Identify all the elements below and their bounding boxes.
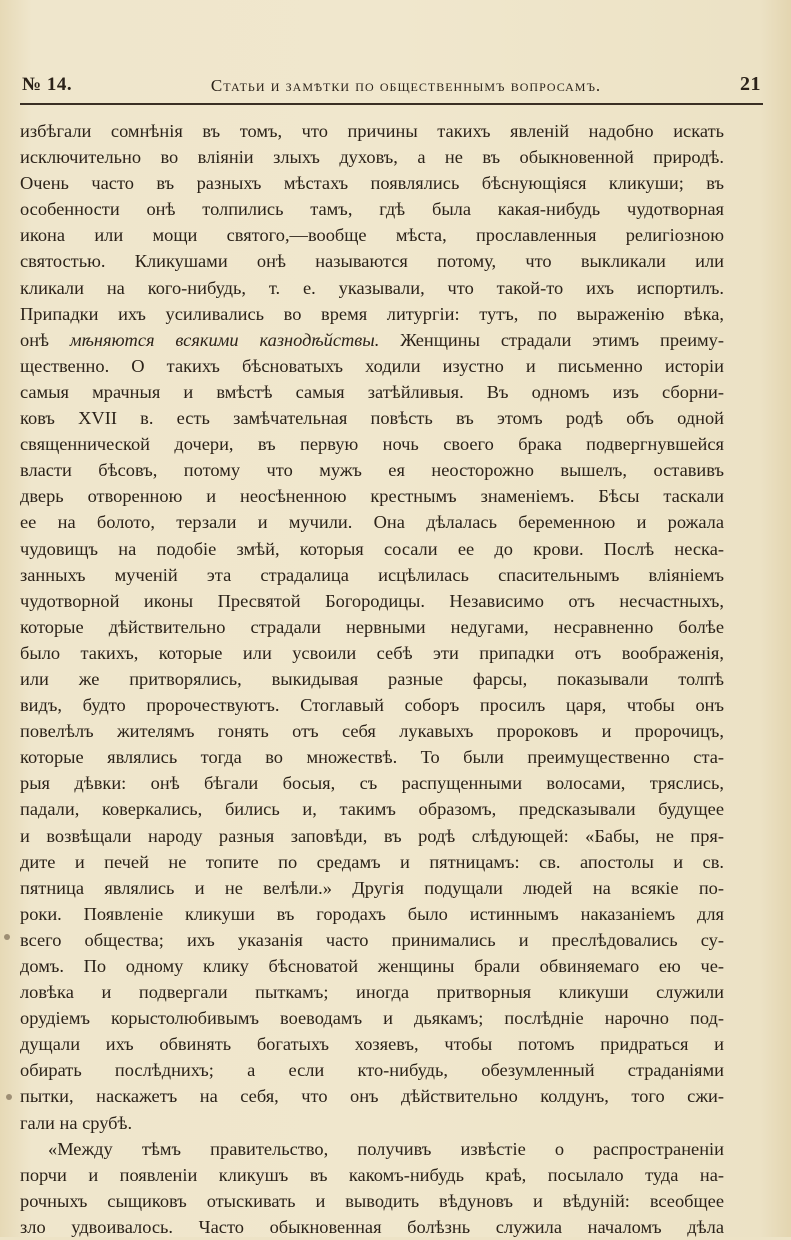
text-line: ковъ XVII в. есть замѣчательная повѣсть въ этомъ родѣ объ одной	[20, 408, 724, 429]
running-title: Статьи и замѣтки по общественнымъ вопросамъ.	[210, 76, 602, 95]
text-line: дите и печей не топите по средамъ и пятницамъ: св. апостолы и св.	[20, 851, 724, 872]
ink-spot	[4, 934, 10, 940]
text-line: власти бѣсовъ, потому что мужъ ея неосторожно вышелъ, оставивъ	[20, 460, 724, 481]
text-line: роки. Появленіе кликуши въ городахъ было истиннымъ наказаніемъ для	[20, 903, 724, 924]
text-line: щественно. О такихъ бѣсноватыхъ ходили изустно и письменно исторіи	[20, 355, 724, 376]
text-line: исключительно во вліяніи злыхъ духовъ, а не въ обыкновенной природѣ.	[20, 147, 724, 168]
text-line: чудотворной иконы Пресвятой Богородицы. Независимо отъ несчастныхъ,	[20, 590, 724, 611]
page-header	[22, 68, 761, 96]
body-text	[20, 118, 724, 1240]
text-line: «Между тѣмъ правительство, получивъ извѣстіе о распространеніи	[48, 1138, 724, 1159]
text-line: священнической дочери, въ первую ночь своего брака подвергнувшейся	[20, 434, 724, 455]
text-line: особенности онѣ толпились тамъ, гдѣ была какая-нибудь чудотворная	[20, 199, 724, 220]
text-line: рыя дѣвки: онѣ бѣгали босыя, съ распущенными волосами, тряслись,	[20, 773, 724, 794]
text-line: святостью. Кликушами онѣ называются потому, что выкликали или	[20, 251, 724, 272]
text-line: обирать послѣднихъ; а если кто-нибудь, обезумленный страданіями	[20, 1060, 724, 1081]
text-line: орудіемъ корыстолюбивымъ воеводамъ и дьякамъ; послѣдніе нарочно под-	[20, 1008, 724, 1029]
text-segment: Женщины страдали этимъ преиму-	[379, 329, 724, 350]
text-line: избѣгали сомнѣнія въ томъ, что причины такихъ явленій надобно искать	[20, 121, 724, 141]
text-line: зло удвоивалось. Часто обыкновенная болѣзнь служила началомъ дѣла	[20, 1216, 724, 1237]
text-line: всего общества; ихъ указанія часто принимались и преслѣдовались су-	[20, 929, 724, 950]
text-line: было такихъ, которые или усвоили себѣ эти припадки отъ воображенія,	[20, 642, 724, 663]
text-segment: онѣ	[20, 329, 70, 350]
text-line: пятница являлись и не велѣли.» Другія подущали людей на всякіе по-	[20, 877, 724, 898]
text-line: самыя мрачныя и вмѣстѣ самыя затѣйливыя. Въ одномъ изъ сборни-	[20, 381, 724, 402]
text-line: чудовищъ на подобіе змѣй, которыя сосали ее до крови. Послѣ неска-	[20, 538, 724, 559]
text-line: гали на срубѣ.	[20, 1112, 133, 1133]
text-line: повелѣлъ жителямъ гонять отъ себя лукавыхъ пророковъ и пророчицъ,	[20, 721, 724, 742]
text-line: домъ. По одному клику бѣсноватой женщины брали обвиняемаго ею че-	[20, 956, 724, 976]
text-line: падали, коверкались, бились и, такимъ образомъ, предсказывали будущее	[20, 799, 724, 820]
text-line: Припадки ихъ усиливались во время литургіи: тутъ, по выраженію вѣка,	[20, 303, 724, 324]
header-rule	[20, 103, 763, 105]
text-line: занныхъ мученій эта страдалица исцѣлилась спасительнымъ вліяніемъ	[20, 564, 724, 585]
issue-number: № 14.	[22, 74, 73, 95]
text-line: или же притворялись, выкидывая разные фарсы, показывали толпѣ	[20, 668, 724, 689]
text-line: и возвѣщали народу разныя заповѣди, въ родѣ слѣдующей: «Бабы, не пря-	[20, 825, 724, 846]
text-line: Очень часто въ разныхъ мѣстахъ появлялись бѣснующіяся кликуши; въ	[20, 173, 724, 194]
text-line: пытки, наскажетъ на себя, что онъ дѣйствительно колдунъ, того сжи-	[20, 1086, 724, 1107]
text-line: которые являлись тогда во множествѣ. То были преимущественно ста-	[20, 747, 724, 768]
text-line: которые дѣйствительно страдали нервными недугами, несравненно болѣе	[20, 616, 724, 637]
page-number: 21	[740, 73, 761, 95]
text-line: рочныхъ сыщиковъ отыскивать и выводить вѣдуновъ и вѣдуній: всеобщее	[20, 1190, 724, 1211]
text-line: ловѣка и подвергали пыткамъ; иногда притворныя кликуши служили	[20, 982, 724, 1003]
text-line: порчи и появленіи кликушъ въ какомъ-нибудь краѣ, посылало туда на-	[20, 1164, 724, 1185]
text-line: видъ, будто пророчествуютъ. Стоглавый соборъ просилъ царя, чтобы онъ	[20, 695, 724, 716]
text-line	[20, 327, 724, 353]
text-line: дверь отворенною и неосѣненною крестнымъ знаменіемъ. Бѣсы таскали	[20, 486, 724, 507]
text-line: дущали ихъ обвинять богатыхъ хозяевъ, чтобы потомъ придраться и	[20, 1034, 724, 1055]
text-line: кликали на кого-нибудь, т. е. указывали, что такой-то ихъ испортилъ.	[20, 277, 724, 298]
text-line: икона или мощи святого,—вообще мѣста, прославленныя религіозною	[20, 225, 724, 246]
italic-quote: мѣняются всякими казнодѣйствы.	[69, 329, 380, 350]
ink-spot	[6, 1094, 12, 1100]
text-line: ее на болото, терзали и мучили. Она дѣлалась беременною и рожала	[20, 512, 724, 533]
